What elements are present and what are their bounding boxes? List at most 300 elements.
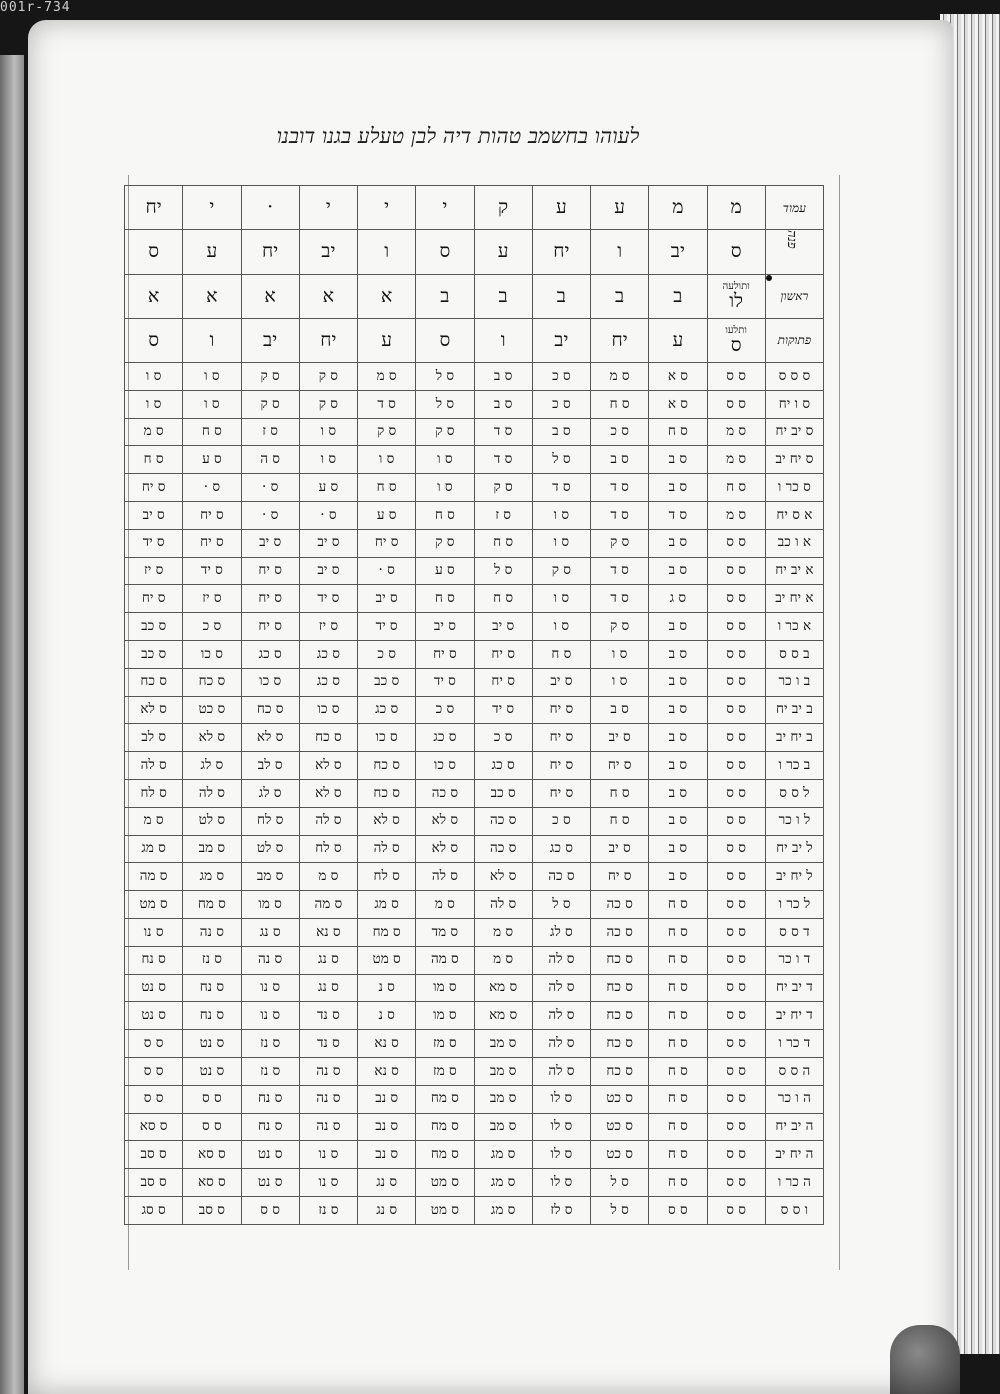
table-row [125, 1169, 824, 1197]
header-cell: ב [649, 274, 707, 318]
table-cell: ס ו [125, 390, 183, 418]
table-cell: ה יח יב [765, 1141, 823, 1169]
table-cell: ס נג [241, 919, 299, 947]
table-cell: ס יח [125, 474, 183, 502]
table-cell: ס נז [183, 946, 241, 974]
table-cell: ס ו [358, 446, 416, 474]
header-cell: י [358, 186, 416, 230]
table-cell: ס ס [707, 557, 765, 585]
table-cell: ס · [241, 474, 299, 502]
table-cell: ס ח [649, 946, 707, 974]
table-cell: ס ל [532, 891, 590, 919]
table-cell: ס לו [532, 1113, 590, 1141]
table-cell: ס מא [474, 974, 532, 1002]
table-cell: ס · [183, 474, 241, 502]
table-row [125, 807, 824, 835]
table-cell: ס ס [241, 1196, 299, 1224]
table-cell: ס כג [474, 752, 532, 780]
table-cell: ד יב יח [765, 974, 823, 1002]
table-cell: ס כב [358, 668, 416, 696]
table-cell: ס כו [416, 752, 474, 780]
table-cell: ס לג [183, 752, 241, 780]
table-cell: ס ב [649, 863, 707, 891]
table-cell: ס ק [591, 613, 649, 641]
table-cell: ס כג [299, 641, 357, 669]
table-cell: ס נח [125, 946, 183, 974]
table-cell: ס כח [591, 1030, 649, 1058]
table-cell: ס ס [707, 529, 765, 557]
table-cell: ס נב [358, 1085, 416, 1113]
table-cell: ס מח [358, 919, 416, 947]
table-cell: ס ס [707, 724, 765, 752]
table-cell: ס יד [416, 668, 474, 696]
table-row [125, 668, 824, 696]
table-cell: ס יב [299, 557, 357, 585]
table-cell: ס ד [474, 446, 532, 474]
table-cell: ס יח [591, 863, 649, 891]
table-cell: ס ח [591, 807, 649, 835]
table-cell: ל כר ו [765, 891, 823, 919]
table-row [125, 502, 824, 530]
table-cell: ב ו כר [765, 668, 823, 696]
table-row [125, 418, 824, 446]
table-cell: ס נח [241, 1085, 299, 1113]
table-cell: ס נא [299, 919, 357, 947]
table-cell: ס ס ס [765, 363, 823, 391]
table-cell: ס ז [241, 418, 299, 446]
header-cell: יח [532, 230, 590, 274]
header-cell: ע [474, 230, 532, 274]
table-cell: ס ס [707, 390, 765, 418]
table-cell: ס לה [532, 946, 590, 974]
table-cell: ס ז [474, 502, 532, 530]
table-cell: א יב יח [765, 557, 823, 585]
table-cell: ס ק [532, 557, 590, 585]
table-cell: ס נח [183, 1002, 241, 1030]
table-cell: ס מ [125, 418, 183, 446]
table-cell: ס יד [474, 696, 532, 724]
table-cell: ס מג [474, 1141, 532, 1169]
table-cell: ס ח [649, 1057, 707, 1085]
header-cell: ס [125, 230, 183, 274]
table-cell: ס ב [649, 668, 707, 696]
table-cell: ס נה [299, 1085, 357, 1113]
table-cell: ס סג [125, 1196, 183, 1224]
header-cell: מ [649, 186, 707, 230]
header-cell [765, 230, 823, 274]
table-cell: ס ס [707, 1141, 765, 1169]
table-cell: ס מג [125, 835, 183, 863]
table-cell: ס ק [416, 529, 474, 557]
table-cell: ס כט [591, 1085, 649, 1113]
table-cell: ס כה [532, 863, 590, 891]
table-cell: ס ח [649, 1085, 707, 1113]
table-cell: ס לה [474, 891, 532, 919]
table-cell: ס כ [358, 641, 416, 669]
table-cell: ס כט [591, 1113, 649, 1141]
table-cell: ס לה [532, 1002, 590, 1030]
table-cell: ס ח [591, 780, 649, 808]
table-cell: ס לח [299, 835, 357, 863]
table-cell: ס לה [358, 835, 416, 863]
table-cell: ס ח [125, 446, 183, 474]
table-row [125, 1113, 824, 1141]
header-cell: יב [241, 318, 299, 362]
table-cell: ס ב [649, 474, 707, 502]
table-cell: ס כח [591, 946, 649, 974]
header-cell: ק [474, 186, 532, 230]
table-cell: ס · [358, 557, 416, 585]
header-cell: ע [532, 186, 590, 230]
table-cell: ס כח [358, 752, 416, 780]
table-cell: ס יב [474, 613, 532, 641]
table-cell: ס מה [125, 863, 183, 891]
table-cell: ס יח [416, 641, 474, 669]
table-cell: ס יז [125, 557, 183, 585]
table-cell: ד יח יב [765, 1002, 823, 1030]
table-cell: ס ד [532, 474, 590, 502]
table-row [125, 613, 824, 641]
table-cell: ס ק [591, 529, 649, 557]
table-cell: ס נז [299, 1196, 357, 1224]
table-cell: ס מב [183, 835, 241, 863]
table-cell: ס ע [358, 502, 416, 530]
table-cell: ס ק [416, 418, 474, 446]
table-cell: ס ח [649, 919, 707, 947]
table-cell: ס ד [591, 502, 649, 530]
table-cell: ס ו [532, 529, 590, 557]
table-cell: ס ח [532, 641, 590, 669]
table-cell: ס מח [416, 1141, 474, 1169]
table-row [125, 835, 824, 863]
header-cell: ב [416, 274, 474, 318]
table-cell: ס כו [299, 696, 357, 724]
table-cell: ס ס [707, 1196, 765, 1224]
table-cell: ס יח [241, 557, 299, 585]
table-row [125, 557, 824, 585]
table-cell: ס כה [416, 780, 474, 808]
side-label: פנה [784, 230, 799, 249]
table-cell: ס יז [299, 613, 357, 641]
header-cell: עמוד [765, 186, 823, 230]
table-cell: ס ל [416, 390, 474, 418]
header-cell: ס [416, 230, 474, 274]
table-cell: ס מג [474, 1169, 532, 1197]
table-cell: ס א [649, 363, 707, 391]
table-cell: ס יח [532, 696, 590, 724]
table-cell: ס מ [707, 502, 765, 530]
table-cell: ס ו [532, 585, 590, 613]
table-cell: ל ס ס [765, 780, 823, 808]
table-cell: ס ב [649, 752, 707, 780]
table-cell: ס כר ו [765, 474, 823, 502]
header-cell: יב [532, 318, 590, 362]
table-cell: ס לב [125, 724, 183, 752]
header-row [125, 230, 824, 274]
table-cell: ס נט [241, 1169, 299, 1197]
table-cell: ס מ [358, 363, 416, 391]
table-row [125, 585, 824, 613]
header-cell: א [299, 274, 357, 318]
table-cell: ס לא [416, 807, 474, 835]
table-cell: ס ק [358, 418, 416, 446]
table-cell: ס ו [532, 613, 590, 641]
table-cell: ס יח [532, 724, 590, 752]
table-cell: ס לו [532, 1169, 590, 1197]
table-cell: ה ו כר [765, 1085, 823, 1113]
table-cell: ס מח [183, 891, 241, 919]
table-cell: ס נו [241, 974, 299, 1002]
table-cell: ס ב [649, 835, 707, 863]
table-cell: ס נב [358, 1113, 416, 1141]
header-cell: א [241, 274, 299, 318]
table-cell: ו ס ס [765, 1196, 823, 1224]
table-cell: ס ב [649, 724, 707, 752]
table-cell: ה יב יח [765, 1113, 823, 1141]
table-cell: ס ח [183, 418, 241, 446]
table-cell: ס יח [474, 641, 532, 669]
header-cell: · [241, 186, 299, 230]
header-cell: א [125, 274, 183, 318]
facing-page-edge [0, 55, 24, 1394]
table-cell: ס ל [416, 363, 474, 391]
scan-number: 001r-734 [0, 0, 71, 15]
manuscript-page [28, 20, 953, 1394]
header-cell: ותלעו ס [707, 318, 765, 362]
table-cell: ל יח יב [765, 863, 823, 891]
table-cell: ס יב [358, 585, 416, 613]
table-cell: ה כר ו [765, 1169, 823, 1197]
table-cell: ס יב [241, 529, 299, 557]
header-cell: ראשון [765, 274, 823, 318]
header-cell: ע [649, 318, 707, 362]
table-cell: ס ו [532, 502, 590, 530]
table-row [125, 696, 824, 724]
header-cell: פתוקות [765, 318, 823, 362]
table-cell: ס ח [649, 891, 707, 919]
table-cell: א ס יח [765, 502, 823, 530]
table-cell: ס נז [241, 1057, 299, 1085]
table-cell: ס יח [591, 752, 649, 780]
table-cell: ס נו [299, 1141, 357, 1169]
table-cell: ס נט [241, 1141, 299, 1169]
table-cell: ס לא [474, 863, 532, 891]
table-cell: ס ס [183, 1113, 241, 1141]
table-cell: ס יב [532, 668, 590, 696]
table-cell: ס ס [707, 363, 765, 391]
table-cell: ס יב [125, 502, 183, 530]
table-cell: ס לו [532, 1085, 590, 1113]
table-cell: ס מ [416, 891, 474, 919]
table-row [125, 1057, 824, 1085]
table-cell: ס כה [474, 835, 532, 863]
table-cell: ס יח יב [765, 446, 823, 474]
header-cell: ס [125, 318, 183, 362]
table-cell: ס ב [474, 363, 532, 391]
header-cell: א [358, 274, 416, 318]
table-cell: ס ס [707, 613, 765, 641]
table-cell: ס יב [416, 613, 474, 641]
header-cell: יח [241, 230, 299, 274]
table-cell: ב ס ס [765, 641, 823, 669]
table-cell: ס ח [416, 502, 474, 530]
table-cell: ס ס [707, 835, 765, 863]
table-cell: ס · [241, 502, 299, 530]
header-cell: י [416, 186, 474, 230]
table-cell: ס סב [125, 1169, 183, 1197]
table-cell: ס מד [416, 919, 474, 947]
table-cell: ס ב [532, 418, 590, 446]
table-row [125, 863, 824, 891]
table-cell: ס ס [125, 1057, 183, 1085]
header-cell: י [299, 186, 357, 230]
table-cell: ס יב [591, 724, 649, 752]
table-cell: ס מ [707, 446, 765, 474]
table-cell: ס לה [532, 974, 590, 1002]
table-cell: ס מט [125, 891, 183, 919]
table-cell: ס ס [707, 863, 765, 891]
table-cell: ס ע [183, 446, 241, 474]
table-cell: ס כג [299, 668, 357, 696]
table-cell: ס כג [532, 835, 590, 863]
table-cell: ס נב [358, 1141, 416, 1169]
table-cell: ס לה [299, 807, 357, 835]
table-cell: ס ס [707, 641, 765, 669]
table-cell: ס מג [183, 863, 241, 891]
table-cell: ס מג [474, 1196, 532, 1224]
table-cell: ס ח [358, 474, 416, 502]
table-cell: ס נו [299, 1169, 357, 1197]
table-cell: ס לג [532, 919, 590, 947]
table-cell: ס כג [416, 724, 474, 752]
header-cell: יח [591, 318, 649, 362]
table-cell: ס ב [649, 557, 707, 585]
table-cell: ס לט [183, 807, 241, 835]
table-cell: ס נד [299, 1002, 357, 1030]
table-cell: ס ח [649, 1141, 707, 1169]
table-cell: ב יב יח [765, 696, 823, 724]
table-cell: ס ד [591, 557, 649, 585]
table-cell: ס סא [183, 1141, 241, 1169]
header-cell: א [183, 274, 241, 318]
table-cell: ס לא [183, 724, 241, 752]
table-cell: ס ד [358, 390, 416, 418]
table-cell: ס ס [707, 919, 765, 947]
table-cell: ס ב [474, 390, 532, 418]
table-row [125, 1030, 824, 1058]
header-row [125, 318, 824, 362]
table-cell: ס ו [125, 363, 183, 391]
table-cell: ס נ [358, 974, 416, 1002]
table-cell: ס יד [125, 529, 183, 557]
table-cell: ס ס [183, 1085, 241, 1113]
table-cell: ס יח [474, 668, 532, 696]
table-cell: ס יד [358, 613, 416, 641]
header-row [125, 274, 824, 318]
header-cell: ו [591, 230, 649, 274]
table-cell: ס כג [358, 696, 416, 724]
table-cell: ס ח [649, 1030, 707, 1058]
table-cell: ס ו [299, 446, 357, 474]
table-cell: ס מה [299, 891, 357, 919]
table-cell: ס לה [532, 1057, 590, 1085]
header-cell: ב [532, 274, 590, 318]
table-cell: ד ס ס [765, 919, 823, 947]
table-cell: ס לה [183, 780, 241, 808]
table-cell: ס יז [183, 585, 241, 613]
table-cell: ס ס [707, 891, 765, 919]
table-cell: ס ב [649, 696, 707, 724]
table-cell: ס סב [125, 1141, 183, 1169]
table-cell: ס כח [299, 724, 357, 752]
table-cell: ס ג [649, 585, 707, 613]
table-cell: ס מו [241, 891, 299, 919]
header-cell: יב [299, 230, 357, 274]
table-cell: ס מ [591, 363, 649, 391]
table-row [125, 946, 824, 974]
header-cell: יח [299, 318, 357, 362]
table-cell: ס מ [125, 807, 183, 835]
header-cell: ו [474, 318, 532, 362]
table-cell: ס ס [707, 1030, 765, 1058]
table-cell: ס לה [532, 1030, 590, 1058]
header-cell: ו [358, 230, 416, 274]
table-cell: ס ח [707, 474, 765, 502]
table-cell: ס מו [416, 1002, 474, 1030]
table-cell: ס מ [474, 919, 532, 947]
header-cell: ס [416, 318, 474, 362]
table-cell: ס מז [416, 1057, 474, 1085]
table-cell: ס כח [591, 1002, 649, 1030]
table-cell: ס ע [416, 557, 474, 585]
table-cell: ס א [649, 390, 707, 418]
table-cell: ס כ [474, 724, 532, 752]
table-cell: ס נא [358, 1030, 416, 1058]
table-cell: ס נט [125, 1002, 183, 1030]
table-cell: ס מא [474, 1002, 532, 1030]
header-cell: יח [125, 186, 183, 230]
table-cell: ס לג [241, 780, 299, 808]
table-cell: ס יב [591, 835, 649, 863]
table-cell: ס · [299, 502, 357, 530]
table-cell: ס ס [707, 807, 765, 835]
table-cell: ס סא [125, 1113, 183, 1141]
table-cell: ל ו כר [765, 807, 823, 835]
table-cell: ס מט [416, 1196, 474, 1224]
header-cell: ותולעה לו [707, 274, 765, 318]
table-cell: ס נא [358, 1057, 416, 1085]
table-cell: ס נח [241, 1113, 299, 1141]
table-cell: ס ק [241, 390, 299, 418]
table-cell: ס לה [125, 752, 183, 780]
table-cell: ס ב [591, 696, 649, 724]
table-cell: ס ל [532, 446, 590, 474]
table-cell: ס לא [358, 807, 416, 835]
table-cell: ס מב [474, 1113, 532, 1141]
table-cell: ס ב [649, 641, 707, 669]
table-cell: ס יב [299, 529, 357, 557]
table-cell: ס כב [125, 641, 183, 669]
table-cell: ס מט [416, 1169, 474, 1197]
table-cell: ס כט [591, 1141, 649, 1169]
table-cell: א יח יב [765, 585, 823, 613]
table-row [125, 780, 824, 808]
table-cell: ס ו [591, 641, 649, 669]
table-cell: ס ד [591, 474, 649, 502]
table-cell: ס כו [241, 668, 299, 696]
table-cell: ס ו [416, 474, 474, 502]
table-row [125, 641, 824, 669]
